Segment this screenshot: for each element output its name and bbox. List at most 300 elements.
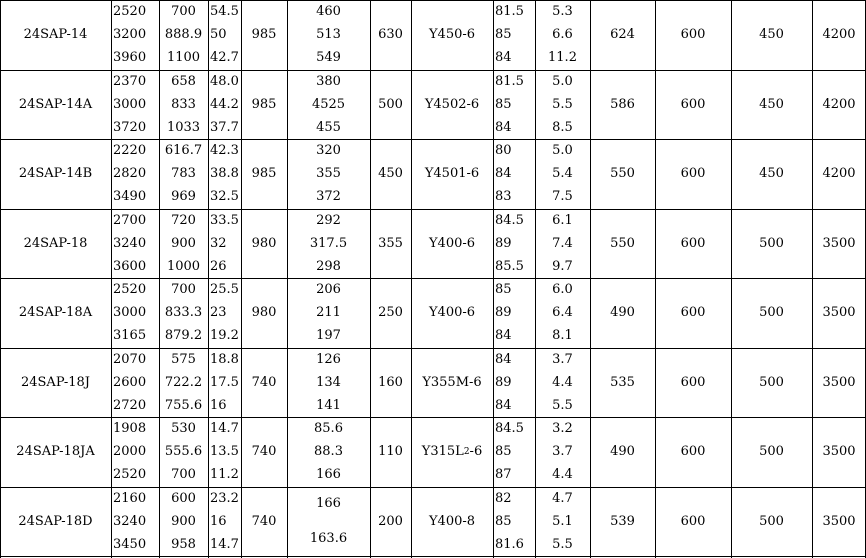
efficiency-cell-value: 84 xyxy=(495,351,512,367)
flow-m3h-cell xyxy=(111,417,159,487)
total-cell xyxy=(812,417,866,487)
head-cell xyxy=(208,487,241,557)
shaft-power-cell-value: 372 xyxy=(316,189,341,205)
head-cell xyxy=(208,0,241,70)
shaft-power-cell-value: 317.5 xyxy=(309,235,348,251)
npsh-cell-value: 4.4 xyxy=(552,467,573,483)
outlet-diameter-cell xyxy=(731,487,812,557)
motor-model-cell-text: Y450-6 xyxy=(428,27,476,43)
speed-cell-text: 740 xyxy=(251,513,277,529)
head-cell-value: 25.5 xyxy=(210,282,239,298)
npsh-cell xyxy=(535,348,590,418)
flow-m3h-cell-value: 3165 xyxy=(113,328,147,344)
speed-cell-text: 740 xyxy=(251,444,277,460)
motor-model-cell-text: Y4501-6 xyxy=(424,166,480,182)
efficiency-cell-value: 81.6 xyxy=(495,536,524,552)
shaft-power-cell-value: 197 xyxy=(316,328,341,344)
efficiency-cell-value: 80 xyxy=(495,143,512,159)
head-cell-value: 13.5 xyxy=(210,444,239,460)
efficiency-cell xyxy=(493,278,535,348)
speed-cell xyxy=(241,70,287,140)
efficiency-cell xyxy=(493,0,535,70)
model-cell-text: 24SAP-18A xyxy=(18,305,93,321)
total-cell-text: 3500 xyxy=(822,235,856,251)
weight-cell xyxy=(590,70,655,140)
efficiency-cell-value: 84.5 xyxy=(495,212,524,228)
motor-power-cell xyxy=(370,348,411,418)
speed-cell-text: 980 xyxy=(251,235,277,251)
efficiency-cell-value: 85 xyxy=(495,282,512,298)
motor-model-sub: 2 xyxy=(463,446,470,457)
speed-cell-text: 740 xyxy=(251,374,277,390)
grid-vline xyxy=(812,0,813,558)
shaft-power-cell-value: 206 xyxy=(316,282,341,298)
npsh-cell-value: 6.0 xyxy=(552,282,573,298)
grid-vline xyxy=(493,0,494,558)
efficiency-cell-value: 85 xyxy=(495,444,512,460)
flow-m3h-cell-value: 2520 xyxy=(113,467,147,483)
efficiency-cell-value: 89 xyxy=(495,305,512,321)
efficiency-cell-value: 85 xyxy=(495,27,512,43)
inlet-diameter-cell-text: 600 xyxy=(680,374,706,390)
motor-power-cell xyxy=(370,139,411,209)
shaft-power-cell xyxy=(287,487,370,557)
motor-power-cell-text: 110 xyxy=(378,444,403,460)
table-row xyxy=(0,348,866,418)
flow-m3h-cell-value: 2070 xyxy=(113,351,147,367)
weight-cell-text: 624 xyxy=(610,27,635,43)
flow-ls-cell xyxy=(159,487,208,557)
speed-cell-text: 985 xyxy=(251,27,277,43)
efficiency-cell-value: 85 xyxy=(495,513,512,529)
total-cell-text: 3500 xyxy=(822,513,856,529)
total-cell-text: 4200 xyxy=(822,27,856,43)
flow-m3h-cell-value: 3000 xyxy=(113,305,147,321)
efficiency-cell-value: 84 xyxy=(495,119,512,135)
npsh-cell xyxy=(535,0,590,70)
flow-ls-cell-value: 1033 xyxy=(166,119,201,135)
grid-hline xyxy=(0,70,866,71)
speed-cell-text: 980 xyxy=(251,305,277,321)
grid-vline xyxy=(411,0,412,558)
efficiency-cell-value: 81.5 xyxy=(495,73,524,89)
shaft-power-cell-value: 298 xyxy=(316,258,341,274)
npsh-cell-value: 5.5 xyxy=(552,96,573,112)
weight-cell xyxy=(590,487,655,557)
total-cell xyxy=(812,0,866,70)
outlet-diameter-cell-text: 500 xyxy=(759,513,784,529)
model-cell xyxy=(0,417,111,487)
head-cell-value: 50 xyxy=(210,27,227,43)
shaft-power-cell-value: 549 xyxy=(316,50,341,66)
table-row xyxy=(0,417,866,487)
motor-model-cell xyxy=(411,348,493,418)
speed-cell xyxy=(241,487,287,557)
shaft-power-cell-value: 292 xyxy=(316,212,341,228)
npsh-cell-value: 5.0 xyxy=(552,143,573,159)
flow-ls-cell-value: 1100 xyxy=(166,50,201,66)
npsh-cell xyxy=(535,417,590,487)
grid-vline xyxy=(208,0,209,558)
head-cell-value: 54.5 xyxy=(210,4,239,20)
table-row xyxy=(0,487,866,557)
shaft-power-cell-value: 141 xyxy=(316,397,341,413)
weight-cell-text: 539 xyxy=(610,513,635,529)
npsh-cell-value: 5.5 xyxy=(552,536,573,552)
inlet-diameter-cell xyxy=(655,278,731,348)
outlet-diameter-cell-text: 450 xyxy=(759,96,784,112)
flow-ls-cell xyxy=(159,417,208,487)
efficiency-cell xyxy=(493,348,535,418)
head-cell-value: 17.5 xyxy=(210,374,239,390)
outlet-diameter-cell-text: 450 xyxy=(759,27,784,43)
weight-cell xyxy=(590,417,655,487)
efficiency-cell-value: 89 xyxy=(495,374,512,390)
shaft-power-cell-value: 166 xyxy=(316,496,341,512)
motor-model-cell xyxy=(411,278,493,348)
npsh-cell-value: 3.2 xyxy=(552,421,573,437)
model-cell-text: 24SAP-18JA xyxy=(16,444,95,460)
npsh-cell-value: 8.1 xyxy=(552,328,573,344)
motor-power-cell xyxy=(370,417,411,487)
efficiency-cell xyxy=(493,487,535,557)
npsh-cell-value: 4.4 xyxy=(552,374,573,390)
flow-ls-cell-value: 900 xyxy=(171,513,196,529)
efficiency-cell-value: 84 xyxy=(495,397,512,413)
head-cell-value: 48.0 xyxy=(210,73,239,89)
flow-ls-cell xyxy=(159,139,208,209)
flow-ls-cell-value: 700 xyxy=(171,467,196,483)
outlet-diameter-cell xyxy=(731,417,812,487)
outlet-diameter-cell-text: 500 xyxy=(759,305,784,321)
outlet-diameter-cell-text: 500 xyxy=(759,374,784,390)
head-cell xyxy=(208,348,241,418)
flow-m3h-cell-value: 2820 xyxy=(113,166,147,182)
total-cell-text: 4200 xyxy=(822,96,856,112)
head-cell-value: 16 xyxy=(210,397,227,413)
head-cell xyxy=(208,139,241,209)
grid-hline xyxy=(0,417,866,418)
motor-power-cell-text: 160 xyxy=(378,374,403,390)
inlet-diameter-cell xyxy=(655,209,731,279)
flow-m3h-cell-value: 2160 xyxy=(113,490,147,506)
head-cell-value: 26 xyxy=(210,258,227,274)
total-cell xyxy=(812,139,866,209)
grid-vline xyxy=(590,0,591,558)
flow-ls-cell xyxy=(159,70,208,140)
outlet-diameter-cell xyxy=(731,278,812,348)
head-cell-value: 11.2 xyxy=(210,467,239,483)
head-cell-value: 37.7 xyxy=(210,119,239,135)
shaft-power-cell-value: 134 xyxy=(316,374,341,390)
shaft-power-cell-value: 455 xyxy=(316,119,341,135)
model-cell-text: 24SAP-14 xyxy=(23,27,88,43)
inlet-diameter-cell xyxy=(655,0,731,70)
shaft-power-cell xyxy=(287,417,370,487)
flow-ls-cell xyxy=(159,209,208,279)
model-cell xyxy=(0,0,111,70)
speed-cell xyxy=(241,417,287,487)
efficiency-cell xyxy=(493,209,535,279)
inlet-diameter-cell-text: 600 xyxy=(680,513,706,529)
flow-m3h-cell-value: 2520 xyxy=(113,282,147,298)
flow-m3h-cell xyxy=(111,209,159,279)
outlet-diameter-cell xyxy=(731,209,812,279)
outlet-diameter-cell-text: 450 xyxy=(759,166,784,182)
npsh-cell xyxy=(535,70,590,140)
efficiency-cell xyxy=(493,70,535,140)
grid-vline xyxy=(731,0,732,558)
flow-ls-cell-value: 720 xyxy=(171,212,196,228)
grid-vline xyxy=(241,0,242,558)
total-cell xyxy=(812,278,866,348)
head-cell-value: 18.8 xyxy=(210,351,239,367)
model-cell-text: 24SAP-14B xyxy=(18,166,93,182)
inlet-diameter-cell-text: 600 xyxy=(680,166,706,182)
flow-m3h-cell-value: 2000 xyxy=(113,444,147,460)
shaft-power-cell-value: 513 xyxy=(316,27,341,43)
npsh-cell-value: 7.5 xyxy=(552,189,573,205)
flow-m3h-cell-value: 3490 xyxy=(113,189,147,205)
grid-hline xyxy=(0,487,866,488)
motor-model-cell-text: Y4502-6 xyxy=(424,96,480,112)
npsh-cell-value: 5.0 xyxy=(552,73,573,89)
flow-ls-cell-value: 616.7 xyxy=(164,143,203,159)
flow-ls-cell-value: 700 xyxy=(171,282,196,298)
total-cell xyxy=(812,209,866,279)
head-cell-value: 32 xyxy=(210,235,227,251)
efficiency-cell-value: 85 xyxy=(495,96,512,112)
efficiency-cell-value: 89 xyxy=(495,235,512,251)
shaft-power-cell-value: 355 xyxy=(316,166,341,182)
flow-m3h-cell xyxy=(111,0,159,70)
speed-cell xyxy=(241,348,287,418)
head-cell-value: 19.2 xyxy=(210,328,239,344)
flow-ls-cell-value: 969 xyxy=(171,189,196,205)
total-cell-text: 3500 xyxy=(822,305,856,321)
table-row xyxy=(0,139,866,209)
motor-model-cell xyxy=(411,209,493,279)
flow-ls-cell-value: 700 xyxy=(171,4,196,20)
npsh-cell-value: 6.4 xyxy=(552,305,573,321)
flow-ls-cell-value: 958 xyxy=(171,536,196,552)
head-cell xyxy=(208,417,241,487)
weight-cell-text: 490 xyxy=(610,305,635,321)
motor-model-cell xyxy=(411,139,493,209)
outlet-diameter-cell-text: 500 xyxy=(759,235,784,251)
npsh-cell-value: 4.7 xyxy=(552,490,573,506)
grid-vline xyxy=(535,0,536,558)
inlet-diameter-cell xyxy=(655,348,731,418)
npsh-cell-value: 9.7 xyxy=(552,258,573,274)
motor-power-cell-text: 355 xyxy=(378,235,403,251)
motor-model-main: Y315L xyxy=(421,444,464,460)
table-row xyxy=(0,70,866,140)
head-cell-value: 14.7 xyxy=(210,421,239,437)
model-cell xyxy=(0,139,111,209)
efficiency-cell-value: 85.5 xyxy=(495,258,524,274)
flow-m3h-cell-value: 3000 xyxy=(113,96,147,112)
shaft-power-cell-value: 320 xyxy=(316,143,341,159)
motor-power-cell-text: 450 xyxy=(378,166,403,182)
flow-m3h-cell xyxy=(111,278,159,348)
shaft-power-cell-value: 460 xyxy=(316,4,341,20)
flow-ls-cell-value: 900 xyxy=(171,235,196,251)
efficiency-cell xyxy=(493,417,535,487)
npsh-cell-value: 6.1 xyxy=(552,212,573,228)
shaft-power-cell xyxy=(287,70,370,140)
head-cell-value: 38.8 xyxy=(210,166,239,182)
flow-ls-cell-value: 888.9 xyxy=(164,27,203,43)
motor-model-cell xyxy=(411,0,493,70)
motor-power-cell-text: 250 xyxy=(378,305,403,321)
flow-ls-cell-value: 722.2 xyxy=(164,374,203,390)
grid-hline xyxy=(0,139,866,140)
motor-power-cell xyxy=(370,0,411,70)
head-cell-value: 42.7 xyxy=(210,50,239,66)
head-cell xyxy=(208,209,241,279)
flow-m3h-cell-value: 2700 xyxy=(113,212,147,228)
npsh-cell-value: 5.4 xyxy=(552,166,573,182)
grid-vline xyxy=(370,0,371,558)
npsh-cell-value: 11.2 xyxy=(548,50,577,66)
grid-vline xyxy=(0,0,1,558)
model-cell xyxy=(0,348,111,418)
flow-ls-cell xyxy=(159,348,208,418)
weight-cell xyxy=(590,139,655,209)
efficiency-cell-value: 84 xyxy=(495,328,512,344)
grid-vline xyxy=(655,0,656,558)
motor-power-cell xyxy=(370,487,411,557)
efficiency-cell-value: 83 xyxy=(495,189,512,205)
speed-cell xyxy=(241,139,287,209)
flow-ls-cell-value: 755.6 xyxy=(164,397,203,413)
head-cell-value: 23.2 xyxy=(210,490,239,506)
model-cell-text: 24SAP-18D xyxy=(18,513,93,529)
efficiency-cell-value: 82 xyxy=(495,490,512,506)
flow-m3h-cell-value: 3450 xyxy=(113,536,147,552)
flow-m3h-cell-value: 2220 xyxy=(113,143,147,159)
head-cell-value: 32.5 xyxy=(210,189,239,205)
total-cell-text: 3500 xyxy=(822,374,856,390)
weight-cell-text: 550 xyxy=(610,235,635,251)
motor-model-cell xyxy=(411,70,493,140)
flow-ls-cell-value: 658 xyxy=(171,73,196,89)
flow-m3h-cell xyxy=(111,487,159,557)
head-cell-value: 23 xyxy=(210,305,227,321)
total-cell xyxy=(812,487,866,557)
model-cell-text: 24SAP-14A xyxy=(18,96,93,112)
flow-m3h-cell-value: 1908 xyxy=(113,421,147,437)
inlet-diameter-cell-text: 600 xyxy=(680,27,706,43)
flow-m3h-cell-value: 2720 xyxy=(113,397,147,413)
table-row xyxy=(0,278,866,348)
flow-ls-cell xyxy=(159,0,208,70)
motor-power-cell-text: 630 xyxy=(378,27,403,43)
grid-hline xyxy=(0,0,866,1)
grid-hline xyxy=(0,209,866,210)
npsh-cell xyxy=(535,209,590,279)
npsh-cell-value: 8.5 xyxy=(552,119,573,135)
inlet-diameter-cell-text: 600 xyxy=(680,96,706,112)
motor-power-cell xyxy=(370,209,411,279)
flow-ls-cell-value: 879.2 xyxy=(164,328,203,344)
total-cell xyxy=(812,348,866,418)
weight-cell-text: 535 xyxy=(610,374,635,390)
weight-cell xyxy=(590,348,655,418)
flow-m3h-cell-value: 3600 xyxy=(113,258,147,274)
flow-ls-cell-value: 600 xyxy=(171,490,196,506)
flow-ls-cell-value: 1000 xyxy=(166,258,201,274)
shaft-power-cell xyxy=(287,278,370,348)
grid-hline xyxy=(0,348,866,349)
motor-power-cell-text: 500 xyxy=(378,96,403,112)
flow-ls-cell-value: 833.3 xyxy=(164,305,203,321)
motor-model-cell-text: Y355M-6 xyxy=(422,374,482,390)
shaft-power-cell xyxy=(287,139,370,209)
motor-power-cell-text: 200 xyxy=(378,513,403,529)
npsh-cell-value: 7.4 xyxy=(552,235,573,251)
shaft-power-cell-value: 166 xyxy=(316,467,341,483)
flow-ls-cell-value: 530 xyxy=(171,421,196,437)
speed-cell xyxy=(241,209,287,279)
flow-m3h-cell-value: 3720 xyxy=(113,119,147,135)
outlet-diameter-cell-text: 500 xyxy=(759,444,784,460)
motor-model-cell xyxy=(411,417,493,487)
grid-hline xyxy=(0,556,866,557)
grid-hline xyxy=(0,278,866,279)
flow-m3h-cell-value: 2520 xyxy=(113,4,147,20)
model-cell-text: 24SAP-18J xyxy=(20,374,91,390)
efficiency-cell-value: 84 xyxy=(495,50,512,66)
inlet-diameter-cell xyxy=(655,487,731,557)
npsh-cell-value: 3.7 xyxy=(552,444,573,460)
npsh-cell-value: 6.6 xyxy=(552,27,573,43)
speed-cell xyxy=(241,0,287,70)
inlet-diameter-cell xyxy=(655,70,731,140)
flow-ls-cell-value: 783 xyxy=(171,166,196,182)
flow-m3h-cell-value: 3200 xyxy=(113,27,147,43)
shaft-power-cell-value: 85.6 xyxy=(314,421,343,437)
npsh-cell-value: 3.7 xyxy=(552,351,573,367)
efficiency-cell-value: 81.5 xyxy=(495,4,524,20)
head-cell-value: 14.7 xyxy=(210,536,239,552)
model-cell xyxy=(0,209,111,279)
speed-cell-text: 985 xyxy=(251,166,277,182)
npsh-cell-value: 5.1 xyxy=(552,513,573,529)
model-cell xyxy=(0,70,111,140)
outlet-diameter-cell xyxy=(731,70,812,140)
total-cell xyxy=(812,70,866,140)
speed-cell xyxy=(241,278,287,348)
shaft-power-cell-value: 4525 xyxy=(311,96,346,112)
flow-ls-cell xyxy=(159,278,208,348)
weight-cell-text: 586 xyxy=(610,96,635,112)
inlet-diameter-cell xyxy=(655,417,731,487)
npsh-cell xyxy=(535,487,590,557)
total-cell-text: 3500 xyxy=(822,444,856,460)
shaft-power-cell xyxy=(287,209,370,279)
total-cell-text: 4200 xyxy=(822,166,856,182)
npsh-cell xyxy=(535,278,590,348)
head-cell-value: 42.3 xyxy=(210,143,239,159)
outlet-diameter-cell xyxy=(731,0,812,70)
efficiency-cell xyxy=(493,139,535,209)
grid-vline xyxy=(111,0,112,558)
head-cell xyxy=(208,278,241,348)
flow-m3h-cell-value: 2600 xyxy=(113,374,147,390)
weight-cell xyxy=(590,0,655,70)
